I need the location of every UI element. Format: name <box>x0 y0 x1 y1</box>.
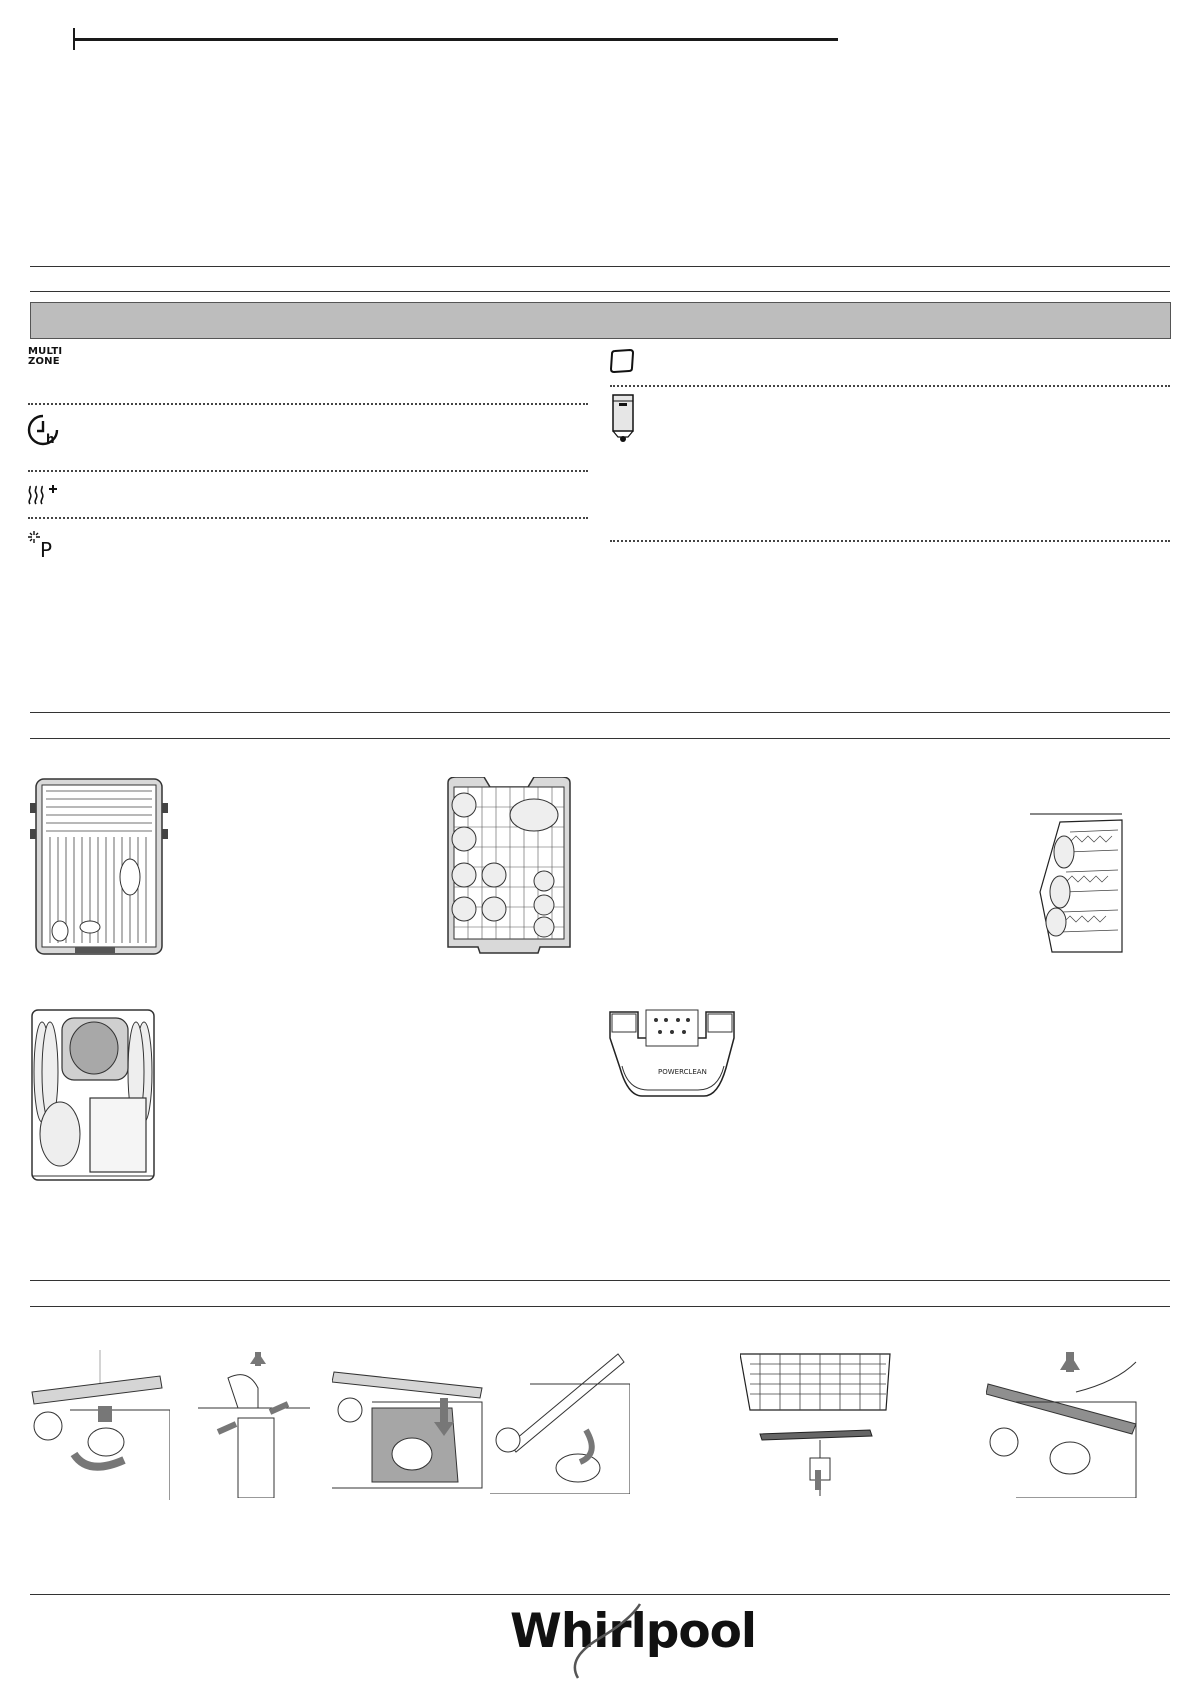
angled-rack-figure <box>1030 812 1130 967</box>
section-rule <box>30 291 1170 292</box>
svg-text:P: P <box>40 538 53 561</box>
section-rule <box>30 266 1170 267</box>
option-separator <box>610 540 1170 542</box>
bottom-arm-figure <box>332 1348 492 1503</box>
lower-rack-pots-figure <box>28 1008 158 1191</box>
section-rule <box>30 1280 1170 1281</box>
options-header-bar <box>30 302 1171 339</box>
option-separator <box>28 470 588 472</box>
multizone-icon <box>28 347 62 367</box>
upper-rack-cups-figure <box>444 777 574 962</box>
powerclean-label: POWERCLEAN <box>658 1068 707 1076</box>
powerclean-tray-figure <box>608 1008 738 1107</box>
steam-plus-icon <box>26 480 60 519</box>
footer-rule <box>30 1594 1170 1595</box>
section-rule <box>30 738 1170 739</box>
section-rule <box>30 1306 1170 1307</box>
clock-h-icon <box>26 413 60 452</box>
section-rule <box>30 712 1170 713</box>
logo-text: Whirlpool <box>510 1604 757 1659</box>
filter-removal-figure <box>30 1350 170 1505</box>
lower-rack-full-figure <box>30 777 170 962</box>
upper-rack-arm-figure <box>740 1350 900 1501</box>
option-separator <box>610 385 1170 387</box>
option-separator <box>28 517 588 519</box>
multizone-label-2: ZONE <box>28 356 60 367</box>
whirlpool-logo <box>510 1596 757 1682</box>
upper-arm-figure <box>490 1344 630 1499</box>
svg-text:h: h <box>46 432 55 446</box>
tablet-icon <box>608 347 636 380</box>
multizone-label-1: MULTI <box>28 346 63 357</box>
arm-lift-figure <box>986 1348 1146 1503</box>
option-separator <box>28 403 588 405</box>
sparkle-p-icon <box>26 527 60 566</box>
detergent-dispenser-icon <box>610 393 636 450</box>
header-rule <box>73 38 838 41</box>
filter-unscrew-figure <box>198 1348 310 1503</box>
